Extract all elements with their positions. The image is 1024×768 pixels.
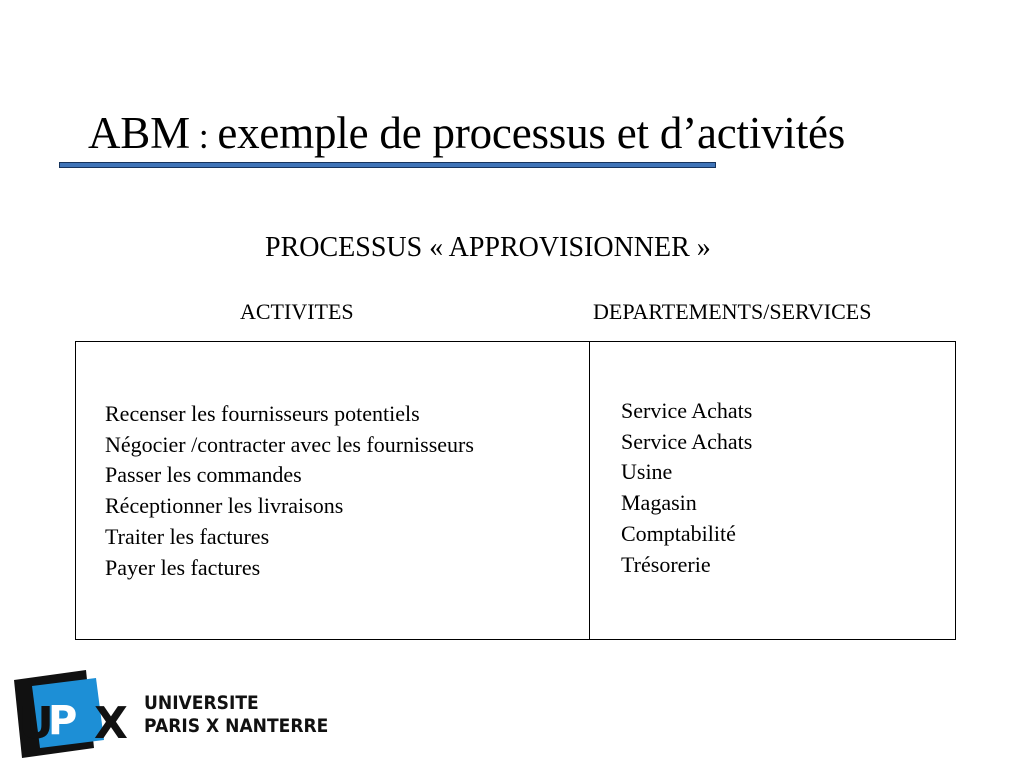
- activity-item: Négocier /contracter avec les fournisseurs: [105, 431, 474, 457]
- title-separator: :: [189, 116, 218, 156]
- activities-list: [105, 399, 474, 583]
- departments-header: DEPARTEMENTS/SERVICES: [593, 299, 872, 324]
- department-item: Usine: [621, 459, 673, 485]
- logo-line-1: UNIVERSITE: [144, 692, 259, 714]
- activity-item: Recenser les fournisseurs potentiels: [105, 401, 420, 426]
- activity-item: Traiter les factures: [105, 523, 270, 549]
- activities-header: ACTIVITES: [240, 299, 354, 324]
- logo-mark-p: P: [48, 698, 78, 744]
- title-abm: ABM: [88, 108, 190, 158]
- departments-list: [621, 396, 752, 580]
- department-item: Trésorerie: [621, 551, 711, 577]
- logo-mark-u: U: [18, 698, 54, 749]
- department-item: Service Achats: [621, 398, 753, 423]
- slide-title: [88, 103, 845, 166]
- title-text: exemple de processus et d’activités: [217, 108, 846, 158]
- logo-line-2: PARIS X NANTERRE: [144, 715, 329, 737]
- activity-item: Réceptionner les livraisons: [105, 493, 344, 519]
- department-item: Comptabilité: [621, 520, 736, 546]
- table-divider: [589, 342, 590, 639]
- process-subtitle: PROCESSUS « APPROVISIONNER »: [265, 232, 711, 263]
- department-item: Service Achats: [621, 428, 753, 454]
- activity-item: Passer les commandes: [105, 462, 302, 488]
- logo-mark-x: X: [94, 698, 128, 749]
- activities-table: [75, 341, 956, 640]
- title-underline: [59, 162, 716, 168]
- department-item: Magasin: [621, 490, 697, 516]
- activity-item: Payer les factures: [105, 554, 261, 580]
- logo-text: [144, 692, 328, 738]
